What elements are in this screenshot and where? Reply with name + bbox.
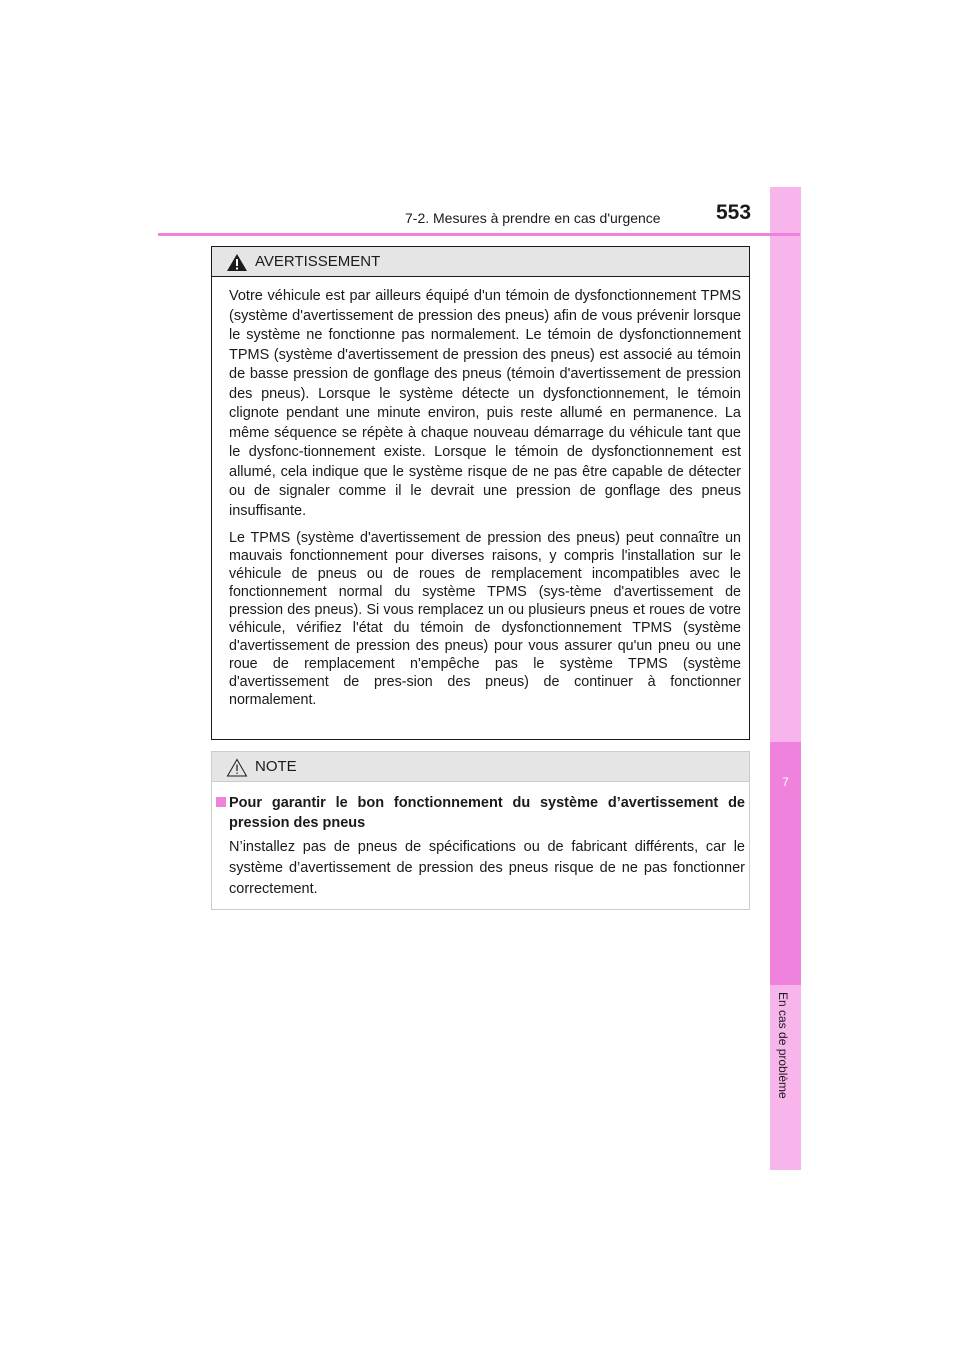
- warning-triangle-outline-icon: [226, 758, 248, 777]
- note-heading: [216, 793, 745, 833]
- page-number: 553: [716, 201, 752, 224]
- note-label: NOTE: [255, 758, 297, 775]
- chapter-side-tab: [770, 187, 801, 1170]
- warning-box: [211, 246, 750, 740]
- warning-header: [212, 247, 749, 277]
- chapter-number: 7: [782, 775, 789, 789]
- warning-paragraph-1: Votre véhicule est par ailleurs équipé d'un témoin de dysfonctionnement TPMS (système d'avertissement de pression des pneus) afin de vous prévenir lorsque le système ne fonctionne pas normalement. Le témoin de dysfonctionnement TPMS (système d'avertissement de pression des pneus) est associé au témoin de basse pression de gonflage des pneus (témoin d'avertissement de pression des pneus). Lorsque le système détecte un dysfonctionnement, le témoin clignote pendant une minute environ, puis reste allumé en permanence. La même séquence se répète à chaque nouveau démarrage du véhicule tant que le dysfonc-tionnement existe. Lorsque le témoin de dysfonctionnement est allumé, cela indique que le système risque de ne pas être capable de détecter ou de signaler comme il le devrait une pression de gonflage des pneus insuffisante.: [229, 288, 741, 519]
- square-bullet-icon: [216, 797, 226, 807]
- warning-paragraph-2: Le TPMS (système d'avertissement de pression des pneus) peut connaître un mauvais fonctionnement pour diverses raisons, y compris l'installation sur le véhicule de pneus ou de roues de remplacement incompatibles avec le fonctionnement normal du système TPMS (sys-tème d'avertissement de pression des pneus). Si vous remplacez un ou plusieurs pneus et roues de votre véhicule, vérifiez l'état du témoin de dysfonctionnement TPMS (système d'avertissement de pression des pneus) pour vous assurer qu'un pneu ou une roue de remplacement n'empêche pas le système TPMS (système d'avertissement de pres-sion des pneus) de continuer à fonctionner normalement.: [229, 530, 741, 708]
- note-header: [212, 752, 749, 782]
- note-body: [216, 793, 745, 900]
- warning-label: AVERTISSEMENT: [255, 253, 381, 270]
- note-heading-text: Pour garantir le bon fonctionnement du système d’avertissement de pression des pneus: [229, 795, 745, 831]
- note-box: [211, 751, 750, 910]
- chapter-title: En cas de problème: [776, 992, 790, 1099]
- header-divider: [158, 233, 800, 236]
- section-title: 7-2. Mesures à prendre en cas d'urgence: [405, 210, 661, 226]
- warning-body: [229, 287, 741, 709]
- warning-triangle-filled-icon: [226, 253, 248, 272]
- note-text: N’installez pas de pneus de spécifications ou de fabricant différents, car le système d’avertissement de pression des pneus risque de ne pas fonctionner correctement.: [229, 839, 745, 897]
